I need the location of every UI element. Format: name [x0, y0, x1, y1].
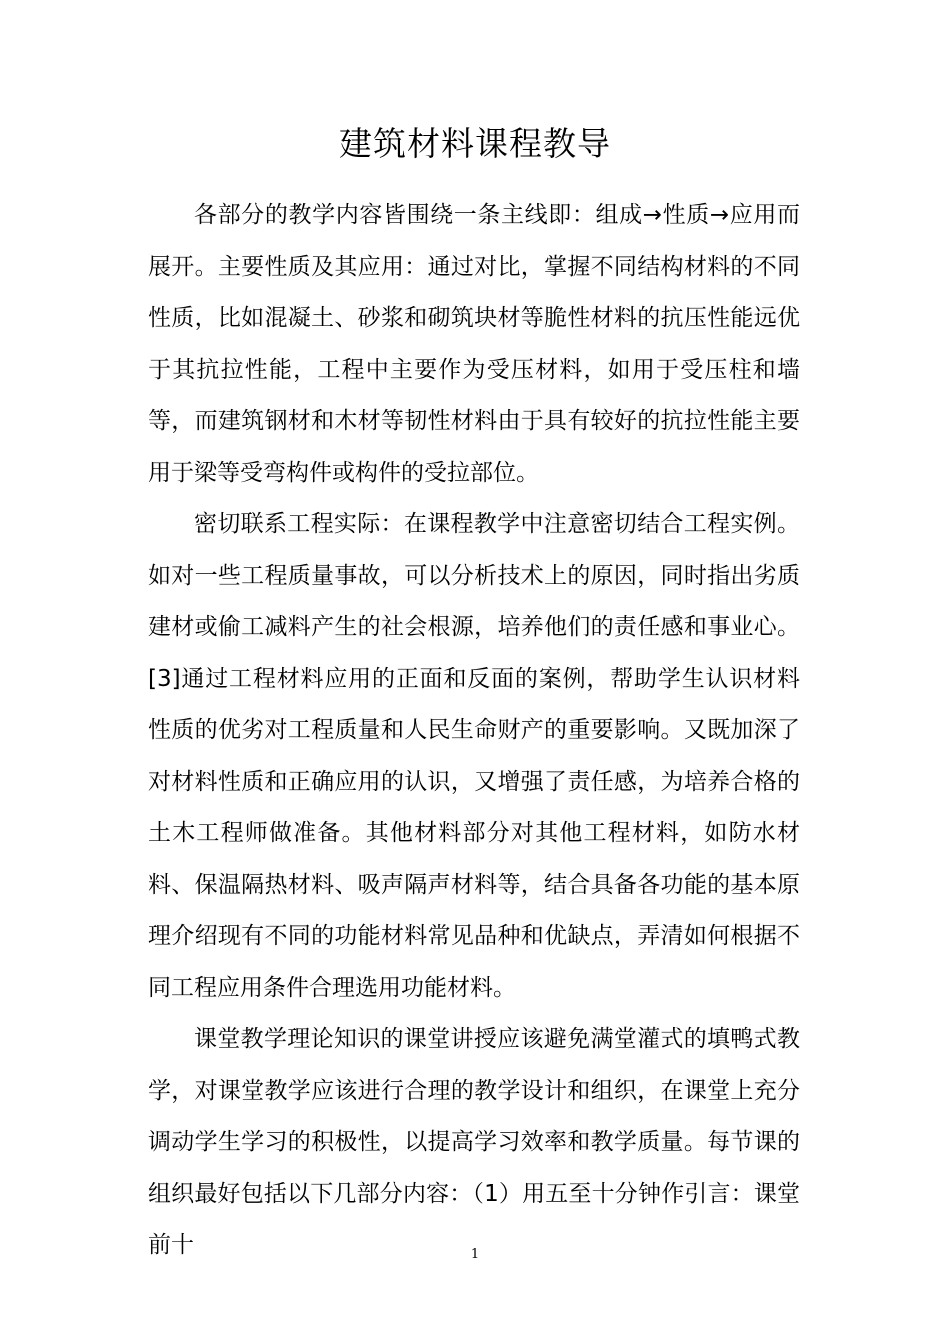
document-body — [148, 190, 800, 1272]
paragraph-2: 密切联系工程实际：在课程教学中注意密切结合工程实例。如对一些工程质量事故，可以分析技术上的原因，同时指出劣质建材或偷工减料产生的社会根源，培养他们的责任感和事业心。[3]通过工程材料应用的正面和反面的案例，帮助学生认识材料性质的优劣对工程质量和人民生命财产的重要影响。又既加深了对材料性质和正确应用的认识，又增强了责任感，为培养合格的土木工程师做准备。其他材料部分对其他工程材料，如防水材料、保温隔热材料、吸声隔声材料等，结合具备各功能的基本原理介绍现有不同的功能材料常见品种和优缺点，弄清如何根据不同工程应用条件合理选用功能材料。 — [148, 511, 800, 1001]
document-title: 建筑材料课程教导 — [339, 124, 611, 163]
paragraph-3: 课堂教学理论知识的课堂讲授应该避免满堂灌式的填鸭式教学，对课堂教学应该进行合理的教学设计和组织，在课堂上充分调动学生学习的积极性，以提高学习效率和教学质量。每节课的组织最好包括以下几部分内容：（1）用五至十分钟作引言：课堂前十 — [148, 1026, 800, 1258]
paragraph-1: 各部分的教学内容皆围绕一条主线即：组成→性质→应用而展开。主要性质及其应用：通过对比，掌握不同结构材料的不同性质，比如混凝土、砂浆和砌筑块材等脆性材料的抗压性能远优于其抗拉性能，工程中主要作为受压材料，如用于受压柱和墙等，而建筑钢材和木材等韧性材料由于具有较好的抗拉性能主要用于梁等受弯构件或构件的受拉部位。 — [148, 202, 800, 486]
page-number: 1 — [470, 1247, 480, 1262]
